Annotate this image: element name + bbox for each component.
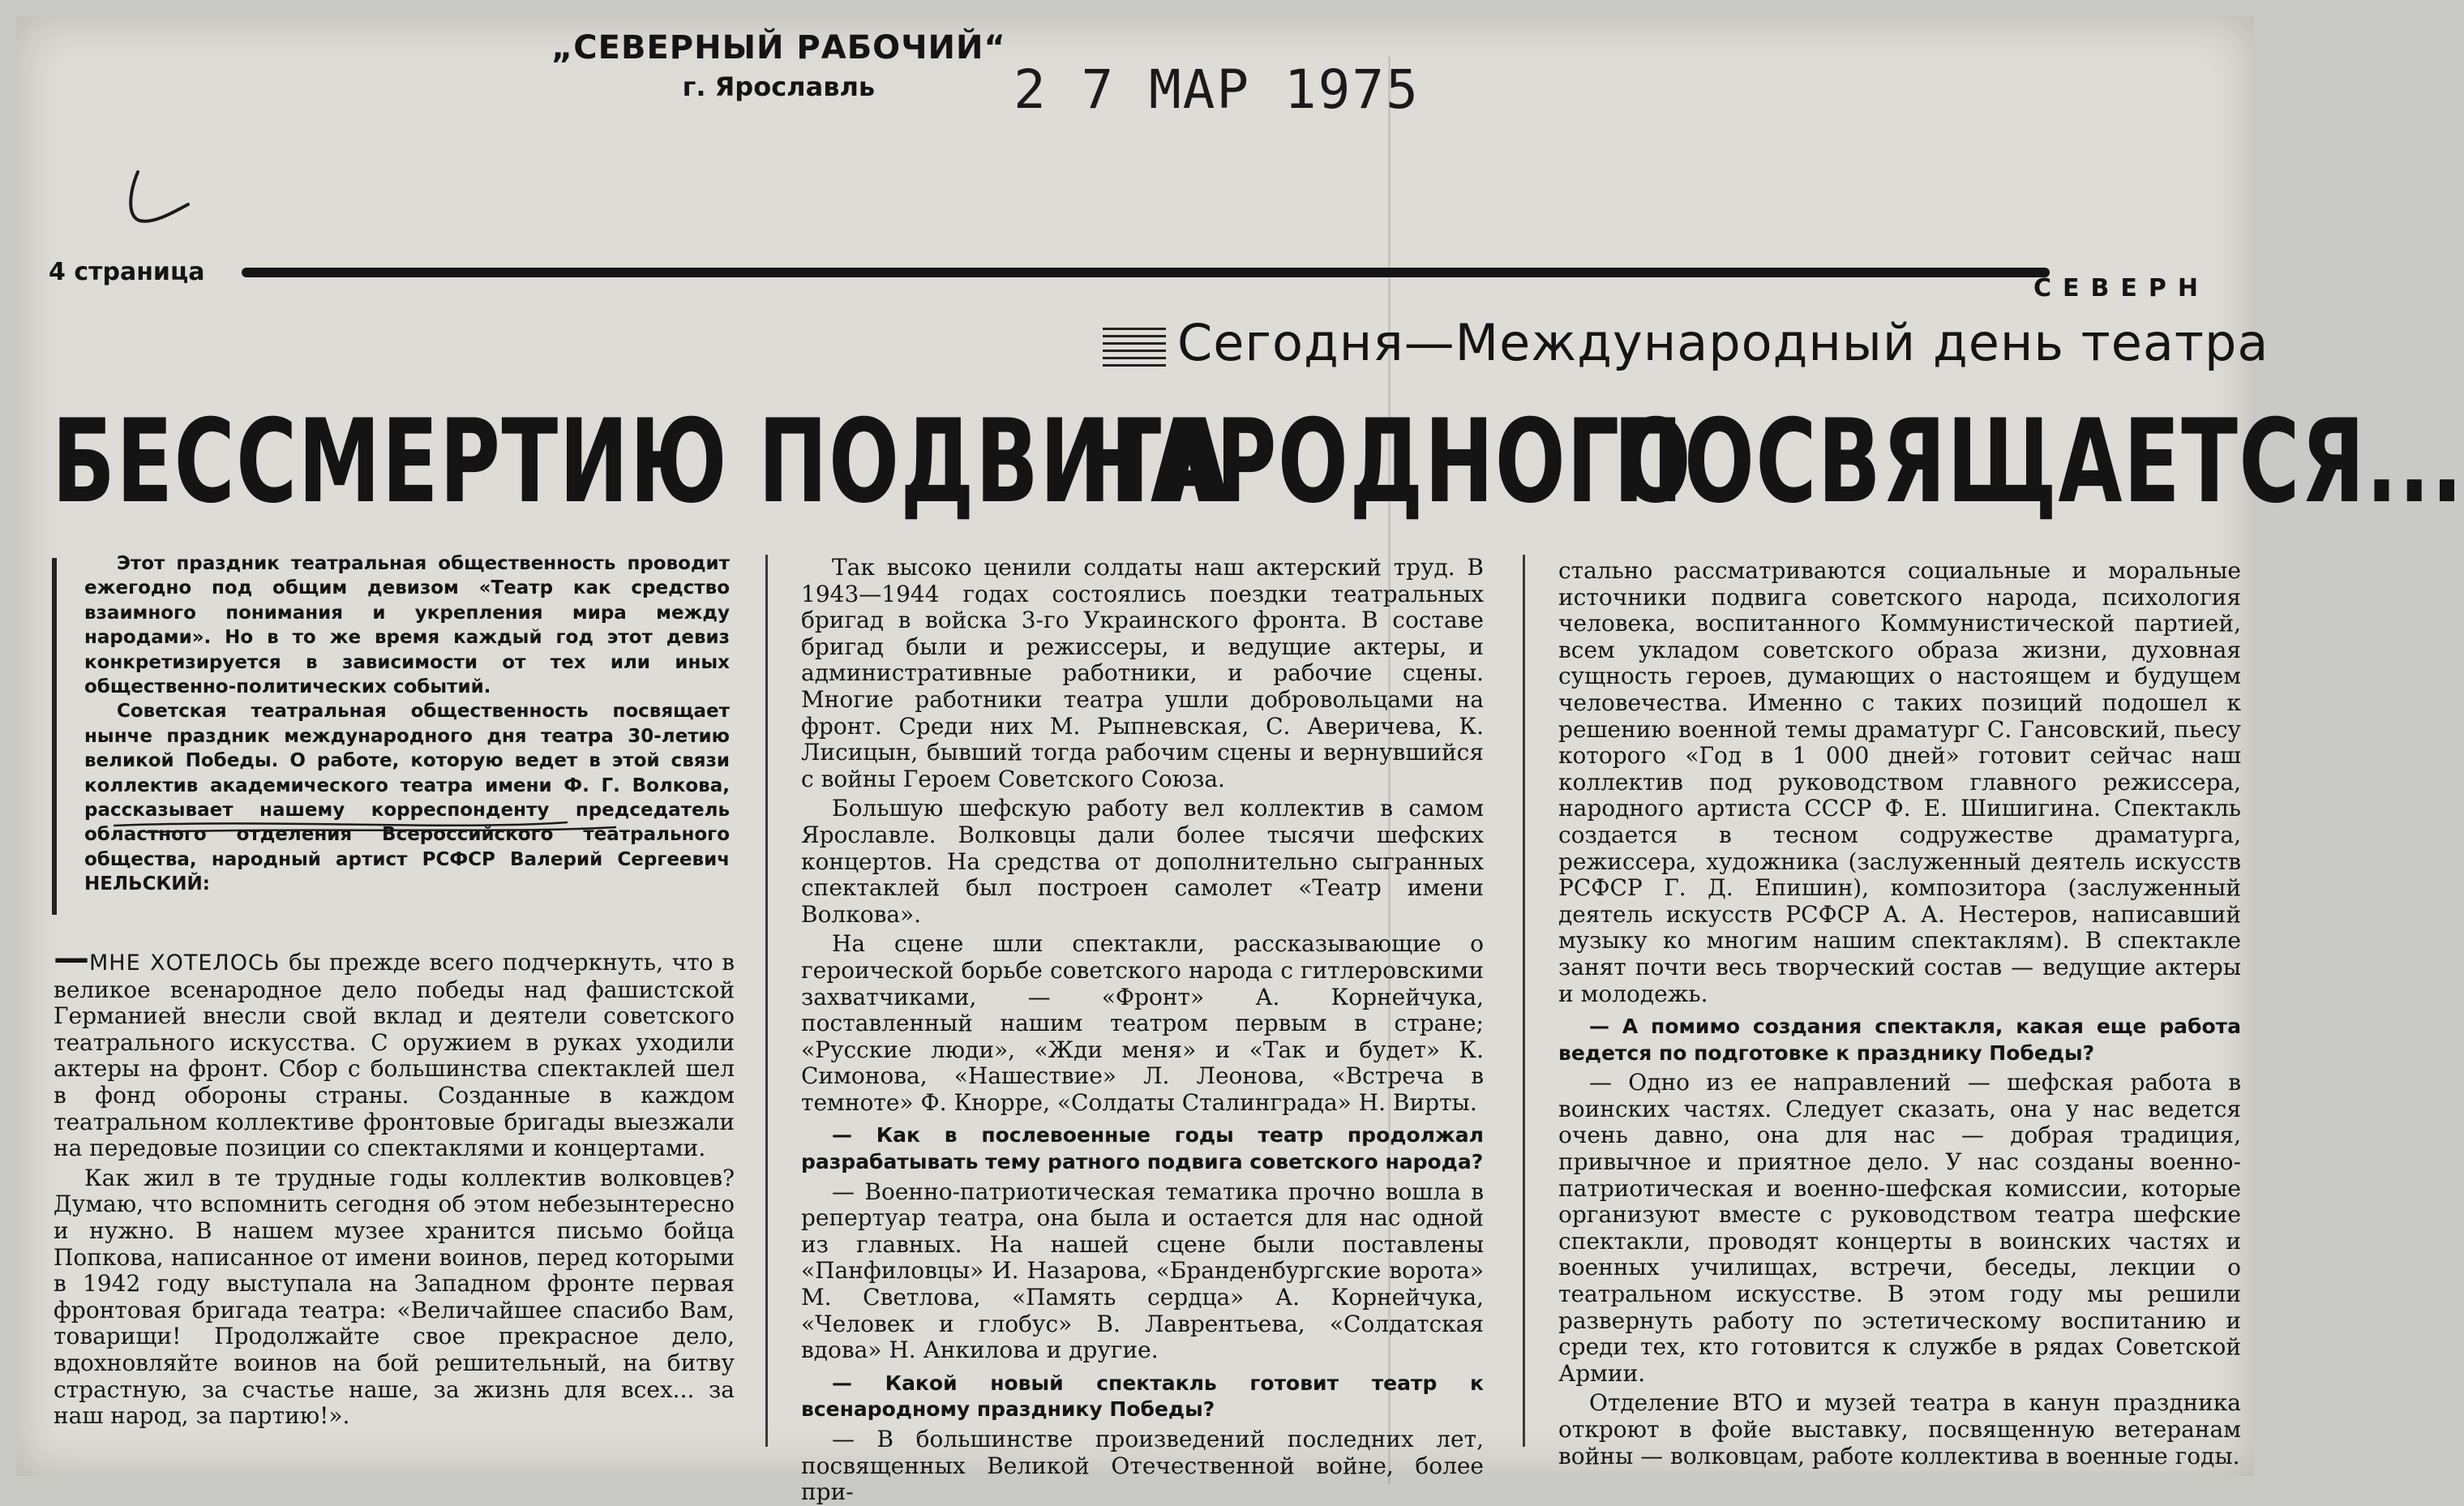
interview-question: — Как в послевоенные годы театр продолжал разрабатывать тему ратного подвига советского народа?	[801, 1123, 1484, 1174]
article-paragraph: Как жил в те трудные годы коллектив волковцев? Думаю, что вспомнить сегодня об этом небезынтересно и нужно. В нашем музее хранится письмо бойца Попкова, написанное от имени воинов, перед которыми в 1942 году выступала на Западном фронте первая фронтовая бригада театра: «Величайшее спасибо Вам, товарищи! Продолжайте свое прекрасное дело, вдохновляйте воинов на бой решительный, на битву страстную, за счастье наше, за жизнь для всех... за наш народ, за партию!».	[54, 1164, 735, 1430]
article-paragraph: стально рассматриваются социальные и моральные источники подвига советского народа, психология человека, воспитанного Коммунистической партией, всем укладом советского образа жизни, духовная сущность героев, думающих о настоящем и будущем человечества. Именно с таких позиций подошел к решению военной темы драматург С. Гансовский, пьесу которого «Год в 1 000 дней» готовит сейчас наш коллектив под руководством главного режиссера, народного артиста СССР Ф. Е. Шишигина. Спектакль создается в тесном содружестве драматурга, режиссера, художника (заслуженный деятель искусств РСФСР Г. Д. Епишин), композитора (заслуженный деятель искусств РСФСР А. А. Нестеров, написавший музыку ко многим нашим спектаклям). В спектакле занят почти весь творческий состав — ведущие актеры и молодежь.	[1558, 557, 2241, 1007]
interview-question: — Какой новый спектакль готовит театр к всенародному празднику Победы?	[801, 1371, 1484, 1422]
lead-text: бы прежде всего подчеркнуть, что в великое всенародное дело победы над фашистской Германией внесли свой вклад и деятели советского театрального искусства. С оружием в руках уходили актеры на фронт. Сбор с большинства спектаклей шел в фонд обороны страны. Созданные в каждом театральном коллективе фронтовые бригады выезжали на передовые позиции со спектаклями и концертами.	[54, 949, 735, 1162]
newspaper-city: г. Ярославль	[682, 71, 876, 102]
column-divider-1	[765, 555, 768, 1447]
intro-side-bar	[52, 558, 57, 915]
headline	[49, 389, 2464, 535]
kicker-line: Сегодня—Международный день театра	[1177, 313, 2269, 372]
article-paragraph: Большую шефскую работу вел коллектив в самом Ярославле. Волковцы дали более тысячи шефских концертов. На средства от дополнительно сыгранных спектаклей был построен самолет «Театр имени Волкова».	[801, 795, 1484, 928]
newspaper-name: „СЕВЕРНЫЙ РАБОЧИЙ“	[551, 29, 1006, 67]
article-paragraph: — Военно-патриотическая тематика прочно вошла в репертуар театра, она была и остается для нас одной из главных. На нашей сцене были поставлены «Панфиловцы» И. Назарова, «Бранденбургские ворота» М. Светлова, «Память сердца» А. Корнейчука, «Человек и глобус» В. Лаврентьева, «Солдатская вдова» Н. Анкилова и другие.	[801, 1178, 1484, 1364]
lead-caps: МНЕ ХОТЕЛОСЬ	[89, 950, 281, 976]
lead-dash: —	[54, 937, 89, 979]
headline-part-2: НАРОДНОГО	[1080, 395, 1693, 529]
article-paragraph: — В большинстве произведений последних лет, посвященных Великой Отечественной войне, более при-	[801, 1426, 1484, 1506]
headline-part-1: БЕССМЕРТИЮ ПОДВИГА	[52, 395, 1230, 529]
page-number: 4 страница	[49, 258, 205, 286]
article-column-1	[54, 937, 735, 1430]
intro-paragraph-2: Советская театральная общественность посвящает нынче праздник международного дня театра 30-летию великой Победы. О работе, которую ведет в этой связи коллектив академического театра имени Ф. Г. Волкова, рассказывает нашему корреспонденту председатель областного отделения Всероссийского театрального общества, народный артист РСФСР Валерий Сергеевич НЕЛЬСКИЙ:	[84, 701, 730, 895]
intro-paragraph-1: Этот праздник театральная общественность проводит ежегодно под общим девизом «Театр как средство взаимного понимания и укрепления мира между народами». Но в то же время каждый год этот девиз конкретизируется в зависимости от тех или иных общественно-политических событий.	[84, 553, 730, 698]
article-paragraph: На сцене шли спектакли, рассказывающие о героической борьбе советского народа с гитлеровскими захватчиками, — «Фронт» А. Корнейчука, поставленный нашим театром первым в стране; «Русские люди», «Жди меня» и «Так и будет» К. Симонова, «Нашествие» Л. Леонова, «Встреча в темноте» Ф. Кнорре, «Солдаты Сталинграда» Н. Вирты.	[801, 930, 1484, 1116]
article-column-3	[1558, 558, 2241, 1470]
handwritten-underline	[114, 814, 730, 835]
page-header-paper-name: СЕВЕРН	[2033, 274, 2209, 302]
column-divider-2	[1523, 555, 1525, 1447]
kicker-decoration	[1103, 328, 1166, 367]
page-header-bar	[49, 251, 2286, 300]
article-paragraph: — Одно из ее направлений — шефская работа в воинских частях. Следует сказать, она у нас ведется очень давно, она для нас — добрая традиция, привычное и приятное дело. У нас созданы военно-патриотическая и военно-шефская комиссии, которые организуют вместе с руководством театра шефские спектакли, проводят концерты в воинских частях и военных училищах, встречи, беседы, лекции о театральном искусстве. В этом году мы решили развернуть работу по эстетическому воспитанию и среди тех, кто готовится к службе в рядах Советской Армии.	[1558, 1069, 2241, 1387]
date-stamp: 2 7 МАР 1975	[1013, 58, 1420, 121]
article-paragraph	[54, 937, 735, 1162]
article-paragraph: Отделение ВТО и музей театра в канун праздника откроют в фойе выставку, посвященную ветеранам войны — волковцам, работе коллектива в военные годы.	[1558, 1389, 2241, 1470]
article-paragraph: Так высоко ценили солдаты наш актерский труд. В 1943—1944 годах состоялись поездки театральных бригад в войска 3-го Украинского фронта. В составе бригад были и режиссеры, и ведущие актеры, и административные работники, и рабочие сцены. Многие работники театра ушли добровольцами на фронт. Среди них М. Рыпневская, С. Аверичева, К. Лисицын, бывший тогда рабочим сцены и вернувшийся с войны Героем Советского Союза.	[801, 554, 1484, 792]
article-column-2	[801, 555, 1484, 1506]
masthead	[551, 29, 1006, 102]
interview-question: — А помимо создания спектакля, какая еще работа ведется по подготовке к празднику Победы?	[1558, 1015, 2241, 1065]
intro-lead	[84, 551, 730, 897]
handwritten-check-mark	[120, 167, 193, 232]
page-header-rule	[242, 268, 2050, 277]
headline-part-3: ПОСВЯЩАЕТСЯ...	[1613, 395, 2464, 529]
